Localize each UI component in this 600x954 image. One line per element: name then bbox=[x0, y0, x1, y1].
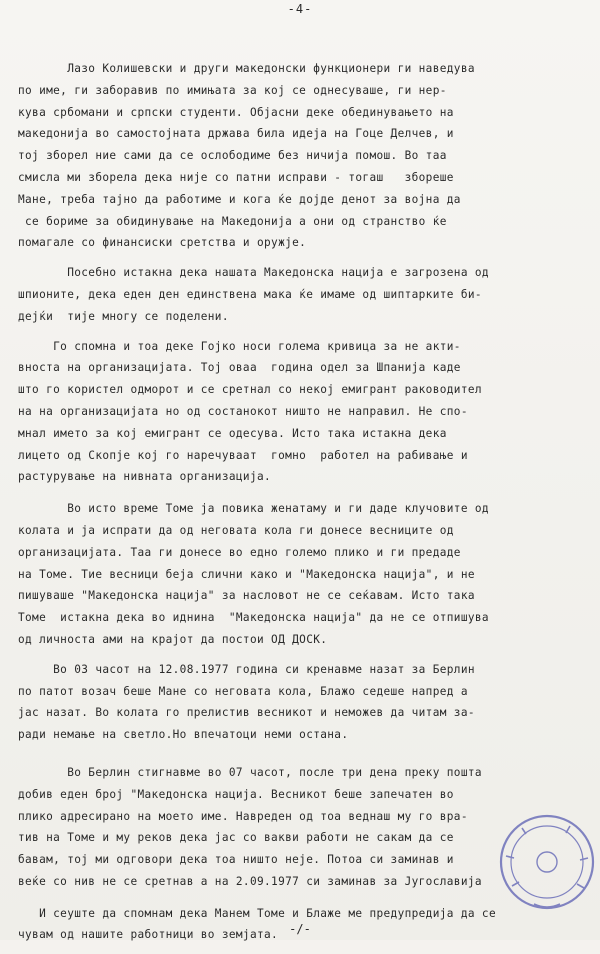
text-line: што го користел одморот и се сретнал со некој емигрант раководител bbox=[18, 383, 482, 397]
text-line: добив еден број "Македонска нација. Весникот беше запечатен во bbox=[18, 787, 454, 801]
text-line: бавам, тој ми одговори дека тоа ништо неје. Потоа си заминав и bbox=[18, 853, 454, 867]
paragraph bbox=[18, 498, 590, 651]
text-line: дејќи тије многу се поделени. bbox=[18, 309, 229, 323]
text-line: Го спомна и тоа деке Гојко носи голема кривица за не акти- bbox=[18, 339, 461, 353]
text-line: лицето од Скопје кој го наречуваат гомно работел на рабивање и bbox=[18, 448, 468, 462]
text-line: мнал името за кој емигрант се одесува. Исто така истакна дека bbox=[18, 426, 447, 440]
text-line: Во исто време Томе ја повика женатаму и ги даде клучовите од bbox=[18, 502, 489, 516]
text-line: од личноста ами на крајот да постои ОД ДОСК. bbox=[18, 632, 328, 646]
text-line: Мане, треба тајно да работиме и кога ќе дојде денот за војна да bbox=[18, 192, 461, 206]
text-line: кува србомани и српски студенти. Објасни деке обединувањето на bbox=[18, 105, 454, 119]
text-line: македонија во самостојната држава била идеја на Гоце Делчев, и bbox=[18, 127, 454, 141]
text-line: растурување на нивната организација. bbox=[18, 470, 272, 484]
text-line: Томе истакна дека во иднина "Македонска нација" да не се отпишува bbox=[18, 611, 489, 625]
text-line: по име, ги заборавив по имињата за кој се однесуваше, ги нер- bbox=[18, 83, 447, 97]
paragraph bbox=[18, 262, 590, 327]
text-line: И сеуште да спомнам дека Манем Томе и Блаже ме предупредија да се bbox=[18, 906, 496, 920]
paragraph bbox=[18, 336, 590, 489]
text-line: колата и ја испрати да од неговата кола ги донесе весниците од bbox=[18, 523, 454, 537]
text-line: веќе со нив не се сретнав а на 2.09.1977 си заминав за Југославија bbox=[18, 874, 482, 888]
paragraph bbox=[18, 58, 590, 254]
text-line: организацијата. Таа ги донесе во едно големо пликo и ги предаде bbox=[18, 545, 461, 559]
footer-mark: -/- bbox=[289, 922, 311, 936]
text-line: помагале со финансиски сретства и оружје. bbox=[18, 236, 307, 250]
text-line: вноста на организацијата. Тој оваа година одел за Шпанија каде bbox=[18, 361, 461, 375]
page-number: -4- bbox=[287, 2, 313, 16]
text-line: шпионите, дека еден ден единствена мака ќе имаме од шиптарките би- bbox=[18, 287, 482, 301]
text-line: плико адресирано на моето име. Навреден од тоа веднаш му го вра- bbox=[18, 809, 468, 823]
text-line: јас назат. Во колата го прелистив весникот и неможев да читам за- bbox=[18, 706, 475, 720]
text-line: Посебно истакна дека нашата Македонска нација е загрозена од bbox=[18, 266, 489, 280]
official-stamp-seal bbox=[492, 800, 600, 920]
text-line: смисла ми зборела дека није со патни исправи - тогаш збореше bbox=[18, 170, 454, 184]
text-line: тој зборел ние сами да се ослободиме без ничија помош. Во таа bbox=[18, 149, 447, 163]
text-line: по патот возач беше Мане со неговата кола, Блажо седеше напред а bbox=[18, 684, 468, 698]
text-line: ради немање на светло.Но впечатоци неми остана. bbox=[18, 728, 349, 742]
text-line: на на организацијата но од состанокот ништо не направил. Не спо- bbox=[18, 404, 468, 418]
text-line: на Томе. Тие весници беја слични како и "Македонска нација", и не bbox=[18, 567, 475, 581]
text-line: тив на Томе и му реков дека јас со вакви работи не сакам да се bbox=[18, 831, 454, 845]
text-line: Во Берлин стигнавме во 07 часот, после три дена преку пошта bbox=[18, 765, 482, 779]
text-line: пишуваше "Македонска нација" за насловот не се сеќавам. Исто така bbox=[18, 589, 475, 603]
text-line: чувам од нашите работници во земјата. bbox=[18, 928, 279, 942]
text-line: се бориме за обидинување на Македонија а они од странство ќе bbox=[18, 214, 447, 228]
paragraph bbox=[18, 659, 590, 746]
text-line: Во 03 часот на 12.08.1977 година си кренавме назат за Берлин bbox=[18, 662, 475, 676]
text-line: Лазо Колишевски и други македонски функционери ги наведува bbox=[18, 62, 475, 75]
